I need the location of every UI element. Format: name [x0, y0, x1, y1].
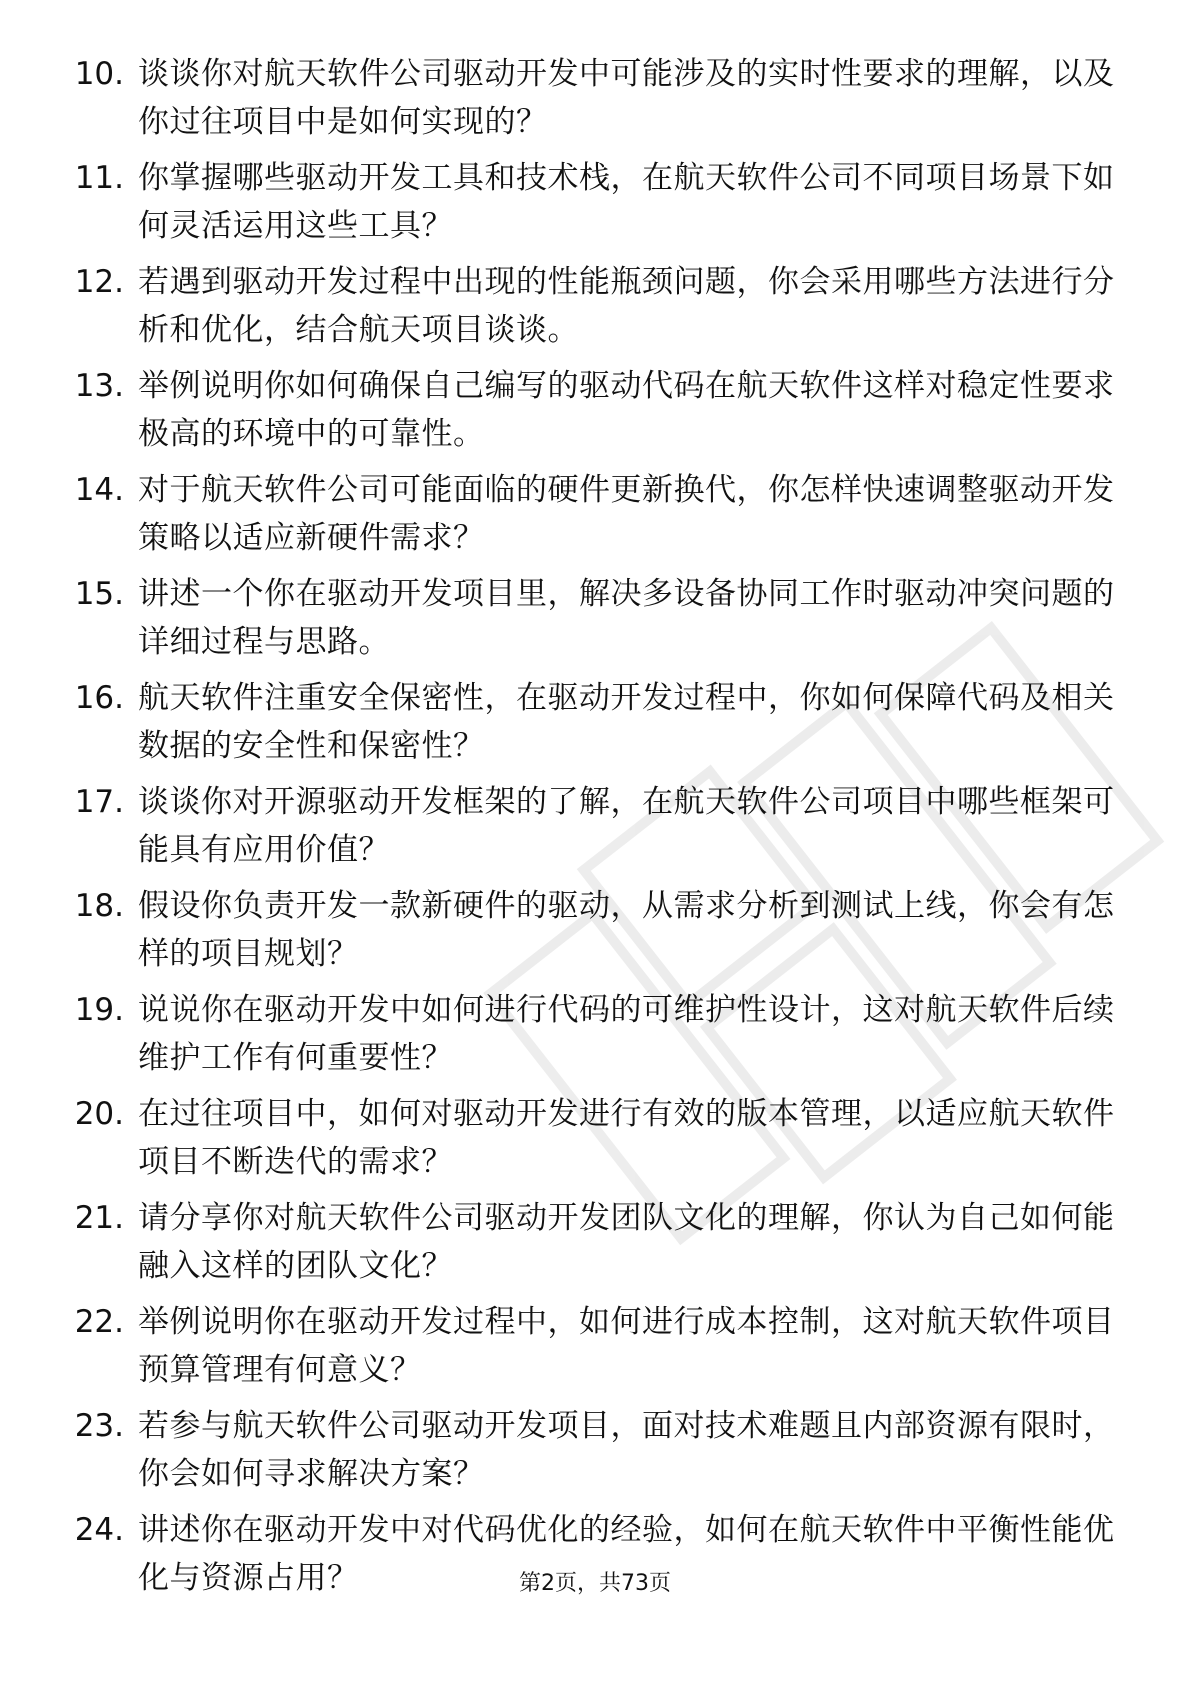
question-text: 若参与航天软件公司驱动开发项目，面对技术难题且内部资源有限时，你会如何寻求解决方案？: [138, 1408, 1115, 1492]
question-number: 13.: [74, 368, 124, 404]
question-text: 航天软件注重安全保密性，在驱动开发过程中，你如何保障代码及相关数据的安全性和保密性？: [138, 680, 1115, 764]
question-text: 讲述一个你在驱动开发项目里，解决多设备协同工作时驱动冲突问题的详细过程与思路。: [138, 576, 1115, 660]
question-text: 若遇到驱动开发过程中出现的性能瓶颈问题，你会采用哪些方法进行分析和优化，结合航天项目谈谈。: [138, 264, 1115, 348]
question-text: 举例说明你如何确保自己编写的驱动代码在航天软件这样对稳定性要求极高的环境中的可靠性。: [138, 368, 1115, 452]
question-number: 16.: [74, 680, 124, 716]
question-text: 假设你负责开发一款新硬件的驱动，从需求分析到测试上线，你会有怎样的项目规划？: [138, 888, 1115, 972]
question-item: [60, 674, 1130, 778]
page-footer: [0, 1566, 1190, 1597]
question-item: [60, 1090, 1130, 1194]
question-number: 15.: [74, 576, 124, 612]
question-item: [60, 466, 1130, 570]
question-text: 谈谈你对开源驱动开发框架的了解，在航天软件公司项目中哪些框架可能具有应用价值？: [138, 784, 1115, 868]
question-item: [60, 1194, 1130, 1298]
question-item: [60, 154, 1130, 258]
question-item: [60, 258, 1130, 362]
question-number: 11.: [74, 160, 124, 196]
question-number: 24.: [74, 1512, 124, 1548]
question-text: 举例说明你在驱动开发过程中，如何进行成本控制，这对航天软件项目预算管理有何意义？: [138, 1304, 1115, 1388]
question-number: 21.: [74, 1200, 124, 1236]
question-text: 说说你在驱动开发中如何进行代码的可维护性设计，这对航天软件后续维护工作有何重要性？: [138, 992, 1115, 1076]
question-number: 17.: [74, 784, 124, 820]
question-item: [60, 50, 1130, 154]
question-number: 23.: [74, 1408, 124, 1444]
question-text: 你掌握哪些驱动开发工具和技术栈，在航天软件公司不同项目场景下如何灵活运用这些工具？: [138, 160, 1115, 244]
question-item: [60, 1402, 1130, 1506]
question-number: 22.: [74, 1304, 124, 1340]
question-item: [60, 778, 1130, 882]
question-number: 18.: [74, 888, 124, 924]
page-number-label: 第2页，共73页: [519, 1571, 671, 1596]
question-item: [60, 882, 1130, 986]
question-text: 在过往项目中，如何对驱动开发进行有效的版本管理，以适应航天软件项目不断迭代的需求？: [138, 1096, 1115, 1180]
question-item: [60, 1298, 1130, 1402]
question-text: 谈谈你对航天软件公司驱动开发中可能涉及的实时性要求的理解，以及你过往项目中是如何实现的？: [138, 56, 1115, 140]
question-number: 10.: [74, 56, 124, 92]
question-number: 14.: [74, 472, 124, 508]
question-item: [60, 986, 1130, 1090]
question-number: 19.: [74, 992, 124, 1028]
question-item: [60, 570, 1130, 674]
question-list: [60, 50, 1130, 1610]
question-text: 讲述你在驱动开发中对代码优化的经验，如何在航天软件中平衡性能优化与资源占用？: [138, 1512, 1115, 1596]
question-text: 请分享你对航天软件公司驱动开发团队文化的理解，你认为自己如何能融入这样的团队文化？: [138, 1200, 1115, 1284]
question-item: [60, 362, 1130, 466]
question-number: 20.: [74, 1096, 124, 1132]
question-number: 12.: [74, 264, 124, 300]
question-text: 对于航天软件公司可能面临的硬件更新换代，你怎样快速调整驱动开发策略以适应新硬件需求？: [138, 472, 1115, 556]
